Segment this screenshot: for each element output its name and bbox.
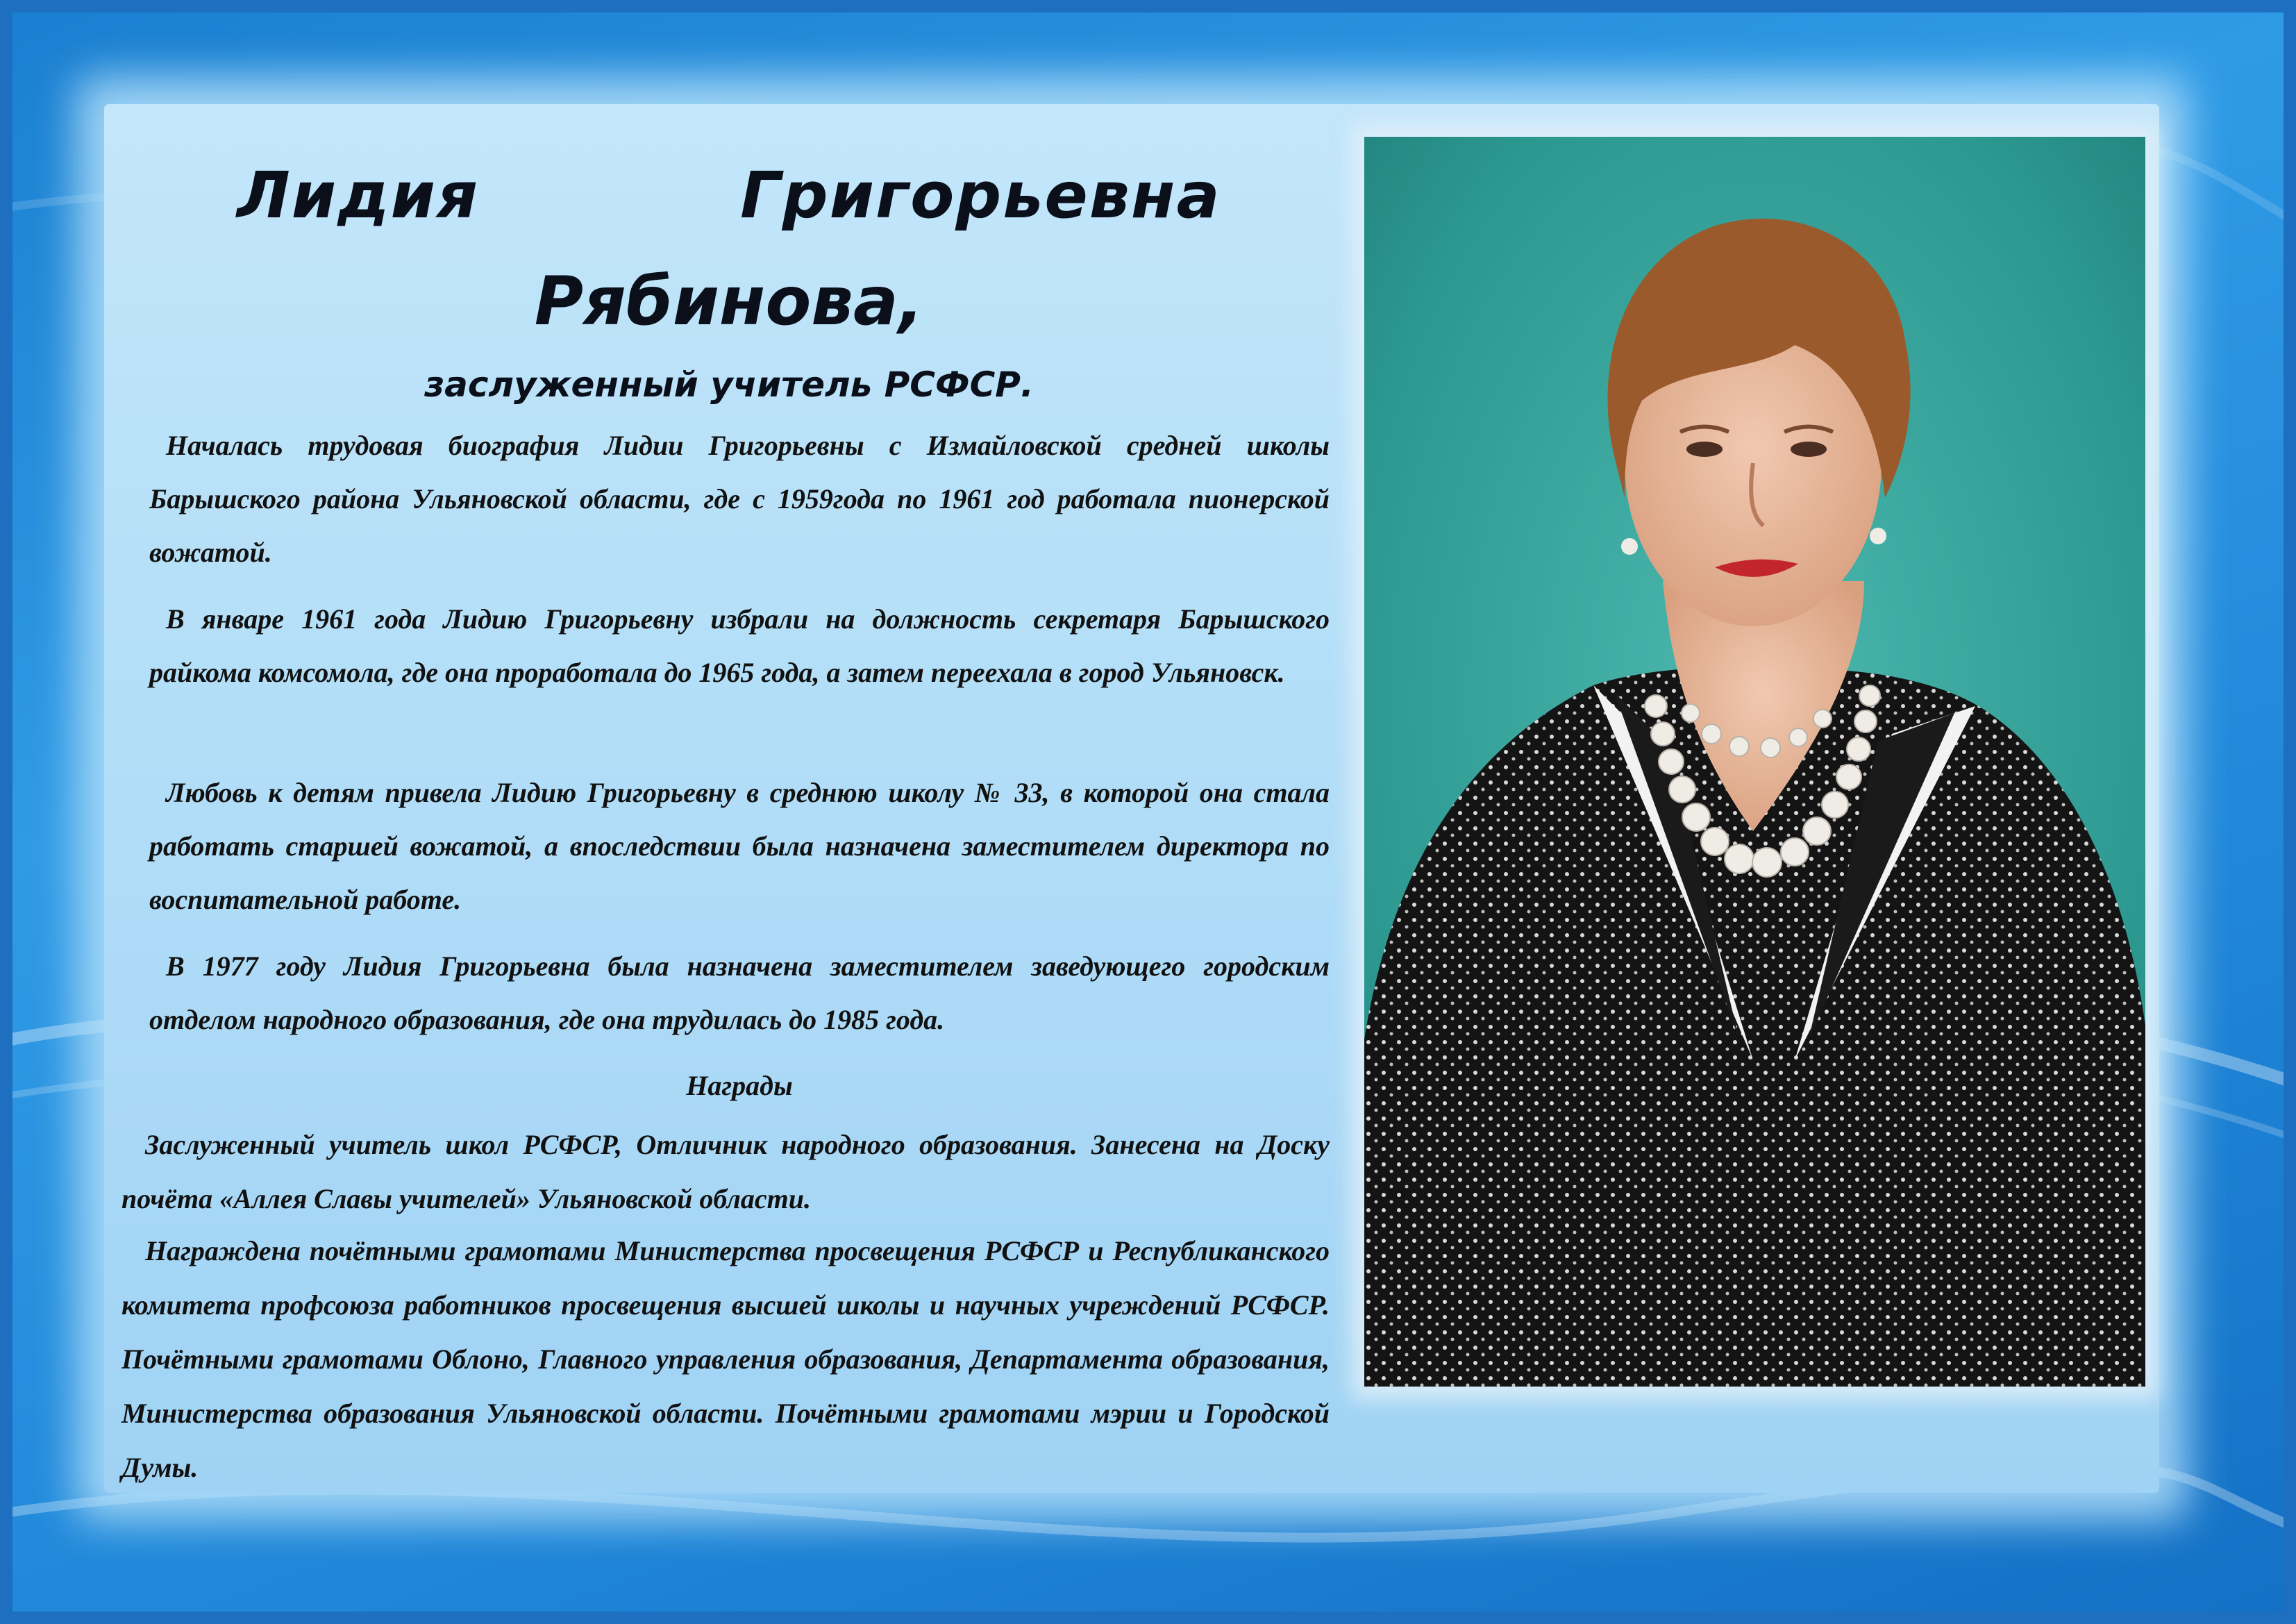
biography-paragraph-2: В январе 1961 года Лидию Григорьевну избрали на должность секретаря Барышского райкома комсомола, где она проработала до 1965 года, а затем переехала в город Ульяновск.: [149, 603, 1330, 688]
biography-paragraph-4: В 1977 году Лидия Григорьевна была назначена заместителем заведующего городским отделом народного образования, где она трудилась до 1985 года.: [149, 951, 1330, 1035]
person-surname: Рябинова,: [534, 262, 924, 340]
awards-item-2: Награждена почётными грамотами Министерства просвещения РСФСР и Республиканского комитета профсоюза работников просвещения высшей школы и научных учреждений РСФСР. Почётными грамотами Облоно, Главного управления образования, Департамента образования, Министерства образования Ульяновской области. Почётными грамотами мэрии и Городской Думы.: [121, 1235, 1330, 1483]
portrait-photo: [1364, 137, 2145, 1387]
person-title: заслуженный учитель РСФСР.: [424, 365, 1034, 405]
biography-paragraph-3: Любовь к детям привела Лидию Григорьевну в среднюю школу № 33, в которой она стала работать старшей вожатой, а впоследствии была назначена заместителем директора по воспитательной работе.: [149, 777, 1330, 915]
biography-paragraph-1: Началась трудовая биография Лидии Григорьевны с Измайловской средней школы Барышского района Ульяновской области, где с 1959года по 1961 год работала пионерской вожатой.: [149, 430, 1330, 568]
awards-item-1: Заслуженный учитель школ РСФСР, Отличник народного образования. Занесена на Доску почёта «Аллея Славы учителей» Ульяновской области.: [121, 1129, 1330, 1214]
person-name-line1: Лидия Григорьевна: [237, 158, 1221, 233]
awards-heading: Награды: [686, 1070, 793, 1101]
